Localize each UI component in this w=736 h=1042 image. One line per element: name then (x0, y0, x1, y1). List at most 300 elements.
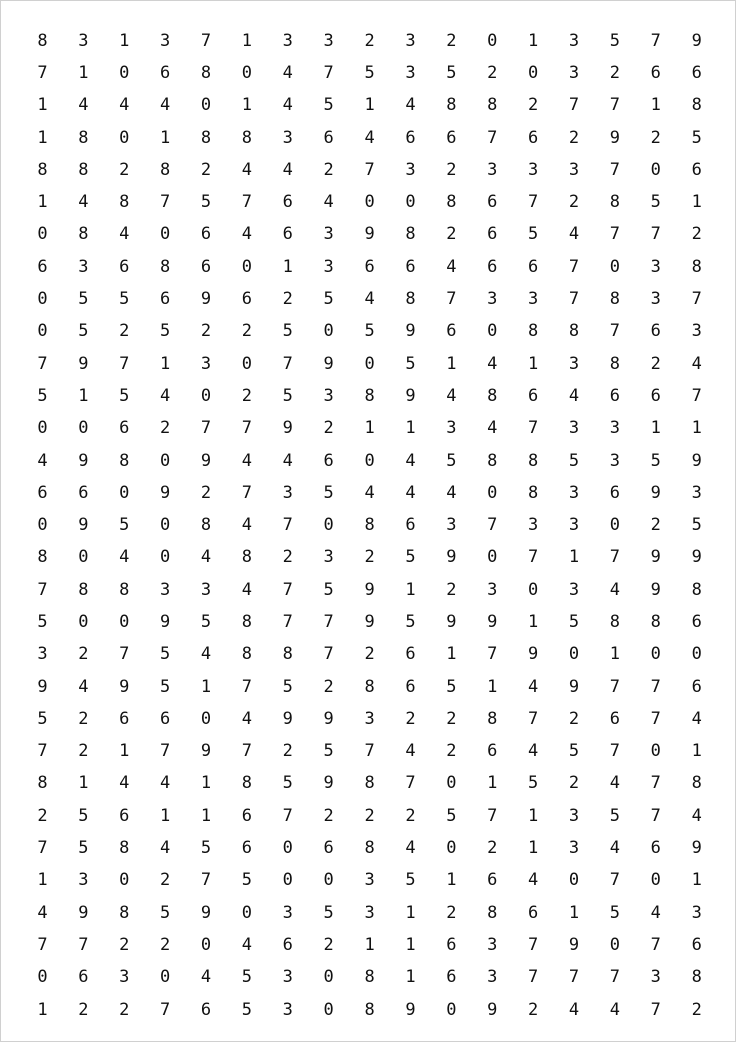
digit-cell: 7 (609, 224, 621, 245)
digit-cell: 7 (405, 773, 416, 794)
digit-cell: 1 (37, 999, 48, 1020)
grid-row (22, 380, 718, 412)
digit-cell: 4 (609, 999, 621, 1020)
digit-cell: 9 (650, 482, 661, 503)
digit-cell: 2 (78, 999, 89, 1020)
digit-cell: 1 (446, 870, 457, 891)
digit-cell: 4 (119, 547, 130, 568)
digit-cell: 6 (78, 967, 89, 988)
digit-cell: 0 (37, 515, 48, 536)
digit-cell: 1 (364, 95, 375, 116)
digit-cell: 7 (241, 741, 253, 762)
digit-cell: 3 (487, 967, 498, 988)
digit-cell: 9 (37, 676, 48, 697)
digit-cell: 1 (568, 902, 580, 923)
digit-cell: 7 (282, 515, 293, 536)
digit-cell: 4 (405, 450, 416, 471)
grid-row (22, 606, 718, 638)
digit-cell: 2 (323, 676, 334, 697)
digit-cell: 4 (78, 676, 89, 697)
digit-cell: 3 (364, 902, 375, 923)
digit-cell: 5 (568, 611, 580, 632)
grid-row (22, 477, 718, 509)
digit-cell: 7 (200, 30, 212, 51)
digit-cell: 4 (405, 95, 416, 116)
digit-cell: 7 (691, 385, 702, 406)
grid-row (22, 219, 718, 251)
digit-cell: 9 (78, 450, 89, 471)
digit-cell: 2 (282, 741, 293, 762)
digit-cell: 0 (200, 95, 212, 116)
digit-cell: 7 (691, 289, 702, 310)
digit-cell: 4 (568, 999, 580, 1020)
digit-cell: 7 (650, 773, 661, 794)
digit-cell: 0 (691, 644, 702, 665)
digit-cell: 2 (487, 838, 498, 859)
digit-cell: 8 (446, 192, 457, 213)
grid-row (22, 542, 718, 574)
digit-cell: 9 (200, 289, 212, 310)
grid-row (22, 413, 718, 445)
digit-cell: 8 (405, 289, 416, 310)
digit-cell: 7 (282, 579, 293, 600)
digit-cell: 2 (78, 741, 89, 762)
digit-cell: 9 (405, 385, 416, 406)
digit-cell: 9 (446, 547, 457, 568)
digit-cell: 4 (446, 482, 457, 503)
digit-cell: 2 (364, 644, 375, 665)
digit-cell: 9 (78, 902, 89, 923)
digit-cell: 5 (528, 773, 539, 794)
grid-row (22, 251, 718, 283)
digit-cell: 6 (691, 934, 702, 955)
digit-cell: 8 (405, 224, 416, 245)
digit-cell: 8 (241, 611, 253, 632)
digit-cell: 8 (364, 838, 375, 859)
digit-cell: 0 (323, 870, 334, 891)
digit-cell: 4 (282, 95, 293, 116)
grid-row (22, 122, 718, 154)
digit-cell: 4 (241, 224, 253, 245)
digit-cell: 1 (364, 418, 375, 439)
digit-cell: 9 (200, 902, 212, 923)
digit-cell: 3 (446, 515, 457, 536)
digit-cell: 4 (241, 159, 253, 180)
digit-cell: 7 (37, 353, 48, 374)
digit-cell: 8 (200, 62, 212, 83)
digit-cell: 0 (37, 289, 48, 310)
grid-row (22, 832, 718, 864)
digit-cell: 2 (446, 579, 457, 600)
digit-cell: 5 (405, 353, 416, 374)
digit-cell: 3 (282, 127, 293, 148)
digit-cell: 7 (568, 289, 580, 310)
digit-cell: 0 (119, 62, 130, 83)
digit-cell: 5 (37, 385, 48, 406)
digit-cell: 4 (568, 385, 580, 406)
digit-cell: 8 (528, 482, 539, 503)
digit-cell: 6 (159, 708, 171, 729)
digit-cell: 8 (528, 321, 539, 342)
digit-cell: 6 (200, 256, 212, 277)
digit-cell: 4 (364, 482, 375, 503)
digit-cell: 7 (37, 741, 48, 762)
digit-cell: 4 (282, 450, 293, 471)
digit-cell: 8 (159, 256, 171, 277)
grid-row (22, 509, 718, 541)
grid-row (22, 768, 718, 800)
digit-cell: 2 (159, 418, 171, 439)
digit-cell: 6 (609, 482, 621, 503)
digit-cell: 0 (119, 127, 130, 148)
digit-cell: 7 (487, 515, 498, 536)
digit-cell: 4 (446, 256, 457, 277)
digit-cell: 1 (487, 676, 498, 697)
digit-cell: 8 (78, 159, 89, 180)
digit-cell: 6 (200, 999, 212, 1020)
digit-cell: 1 (650, 418, 661, 439)
digit-cell: 9 (200, 741, 212, 762)
digit-cell: 9 (282, 708, 293, 729)
digit-cell: 5 (691, 515, 702, 536)
digit-cell: 6 (37, 256, 48, 277)
digit-cell: 2 (119, 321, 130, 342)
digit-cell: 5 (609, 805, 621, 826)
digit-cell: 5 (78, 289, 89, 310)
digit-cell: 4 (241, 450, 253, 471)
digit-cell: 7 (568, 95, 580, 116)
digit-cell: 1 (78, 773, 89, 794)
digit-cell: 7 (200, 418, 212, 439)
digit-cell: 7 (650, 999, 661, 1020)
digit-cell: 4 (323, 192, 334, 213)
grid-row (22, 994, 718, 1026)
digit-cell: 7 (119, 353, 130, 374)
digit-cell: 0 (487, 321, 498, 342)
digit-cell: 3 (650, 967, 661, 988)
grid-row (22, 154, 718, 186)
digit-cell: 2 (282, 547, 293, 568)
digit-cell: 2 (691, 999, 702, 1020)
digit-cell: 4 (487, 353, 498, 374)
digit-cell: 8 (241, 644, 253, 665)
digit-cell: 2 (282, 289, 293, 310)
grid-row (22, 348, 718, 380)
digit-cell: 4 (282, 62, 293, 83)
digit-cell: 4 (159, 385, 171, 406)
digit-cell: 3 (323, 385, 334, 406)
digit-cell: 4 (691, 805, 702, 826)
digit-cell: 0 (323, 515, 334, 536)
digit-cell: 0 (119, 870, 130, 891)
digit-cell: 8 (159, 159, 171, 180)
digit-cell: 4 (568, 224, 580, 245)
digit-cell: 5 (282, 676, 293, 697)
digit-cell: 5 (200, 611, 212, 632)
digit-cell: 9 (282, 418, 293, 439)
digit-cell: 1 (159, 127, 171, 148)
digit-cell: 6 (405, 256, 416, 277)
digit-cell: 2 (650, 515, 661, 536)
digit-cell: 0 (37, 418, 48, 439)
digit-cell: 4 (119, 95, 130, 116)
digit-cell: 5 (323, 482, 334, 503)
digit-cell: 5 (609, 902, 621, 923)
digit-cell: 0 (487, 547, 498, 568)
digit-cell: 4 (528, 870, 539, 891)
digit-cell: 1 (691, 870, 702, 891)
digit-cell: 8 (78, 127, 89, 148)
digit-cell: 7 (609, 321, 621, 342)
digit-cell: 2 (119, 159, 130, 180)
digit-cell: 7 (200, 870, 212, 891)
digit-cell: 5 (119, 385, 130, 406)
grid-row (22, 800, 718, 832)
digit-cell: 4 (37, 902, 48, 923)
digit-cell: 7 (241, 676, 253, 697)
digit-cell: 1 (200, 805, 212, 826)
digit-cell: 5 (159, 321, 171, 342)
digit-cell: 6 (446, 967, 457, 988)
digit-cell: 3 (78, 870, 89, 891)
digit-cell: 9 (159, 611, 171, 632)
digit-cell: 2 (487, 62, 498, 83)
digit-cell: 2 (446, 159, 457, 180)
digit-cell: 2 (119, 934, 130, 955)
digit-cell: 1 (78, 385, 89, 406)
grid-row (22, 929, 718, 961)
digit-cell: 9 (528, 644, 539, 665)
digit-cell: 3 (282, 902, 293, 923)
digit-cell: 5 (364, 321, 375, 342)
digit-cell: 6 (691, 611, 702, 632)
grid-row (22, 736, 718, 768)
digit-cell: 7 (568, 967, 580, 988)
digit-cell: 0 (528, 579, 539, 600)
digit-cell: 0 (487, 30, 498, 51)
digit-cell: 6 (528, 127, 539, 148)
digit-cell: 7 (528, 547, 539, 568)
digit-cell: 3 (568, 482, 580, 503)
digit-cell: 1 (119, 30, 130, 51)
digit-cell: 8 (119, 579, 130, 600)
digit-cell: 7 (37, 579, 48, 600)
digit-cell: 4 (609, 579, 621, 600)
digit-cell: 6 (282, 192, 293, 213)
digit-cell: 0 (159, 515, 171, 536)
digit-cell: 1 (609, 644, 621, 665)
digit-cell: 1 (405, 902, 416, 923)
digit-cell: 2 (446, 708, 457, 729)
digit-cell: 3 (691, 482, 702, 503)
grid-row (22, 283, 718, 315)
digit-cell: 5 (200, 192, 212, 213)
digit-cell: 0 (119, 482, 130, 503)
digit-cell: 4 (528, 741, 539, 762)
digit-cell: 3 (487, 159, 498, 180)
digit-cell: 1 (119, 741, 130, 762)
digit-cell: 8 (609, 289, 621, 310)
digit-cell: 1 (528, 353, 539, 374)
digit-cell: 3 (323, 256, 334, 277)
digit-cell: 0 (609, 256, 621, 277)
digit-cell: 7 (282, 611, 293, 632)
digit-cell: 6 (241, 838, 253, 859)
digit-cell: 4 (37, 450, 48, 471)
digit-cell: 2 (200, 159, 212, 180)
digit-cell: 3 (282, 999, 293, 1020)
digit-cell: 3 (528, 289, 539, 310)
digit-cell: 0 (323, 999, 334, 1020)
digit-cell: 9 (323, 708, 334, 729)
digit-cell: 7 (487, 127, 498, 148)
digit-cell: 1 (241, 95, 253, 116)
digit-cell: 8 (487, 708, 498, 729)
digit-cell: 8 (364, 967, 375, 988)
digit-cell: 2 (78, 708, 89, 729)
digit-cell: 2 (528, 95, 539, 116)
digit-cell: 0 (78, 611, 89, 632)
digit-cell: 2 (323, 159, 334, 180)
digit-cell: 0 (364, 192, 375, 213)
digit-cell: 0 (446, 773, 457, 794)
digit-cell: 6 (528, 385, 539, 406)
digit-cell: 7 (528, 418, 539, 439)
digit-cell: 9 (200, 450, 212, 471)
digit-cell: 5 (323, 741, 334, 762)
digit-cell: 5 (405, 547, 416, 568)
digit-cell: 1 (241, 30, 253, 51)
digit-cell: 4 (609, 773, 621, 794)
digit-cell: 8 (364, 385, 375, 406)
digit-cell: 7 (609, 159, 621, 180)
digit-cell: 7 (323, 62, 334, 83)
digit-cell: 6 (446, 127, 457, 148)
digit-cell: 4 (282, 159, 293, 180)
digit-cell: 9 (691, 450, 702, 471)
digit-cell: 0 (528, 62, 539, 83)
digit-cell: 9 (487, 999, 498, 1020)
digit-cell: 1 (405, 418, 416, 439)
digit-cell: 5 (528, 224, 539, 245)
digit-cell: 6 (364, 256, 375, 277)
digit-cell: 4 (78, 192, 89, 213)
digit-cell: 8 (528, 450, 539, 471)
digit-cell: 3 (609, 418, 621, 439)
digit-cell: 8 (200, 515, 212, 536)
digit-cell: 0 (568, 644, 580, 665)
digit-cell: 6 (691, 676, 702, 697)
digit-cell: 3 (528, 515, 539, 536)
digit-cell: 3 (282, 967, 293, 988)
digit-cell: 3 (405, 30, 416, 51)
digit-cell: 8 (241, 773, 253, 794)
digit-cell: 0 (78, 547, 89, 568)
digit-cell: 3 (568, 159, 580, 180)
digit-cell: 9 (691, 30, 702, 51)
digit-cell: 8 (609, 611, 621, 632)
grid-row (22, 671, 718, 703)
digit-cell: 6 (609, 385, 621, 406)
digit-cell: 8 (691, 95, 702, 116)
digit-cell: 0 (405, 192, 416, 213)
digit-cell: 0 (200, 934, 212, 955)
digit-cell: 3 (364, 870, 375, 891)
digit-cell: 7 (650, 224, 661, 245)
digit-cell: 4 (691, 708, 702, 729)
digit-cell: 6 (241, 805, 253, 826)
digit-cell: 5 (405, 870, 416, 891)
digit-cell: 8 (37, 159, 48, 180)
digit-cell: 0 (323, 967, 334, 988)
digit-cell: 5 (282, 385, 293, 406)
digit-cell: 1 (487, 773, 498, 794)
digit-cell: 4 (487, 418, 498, 439)
digit-cell: 2 (159, 870, 171, 891)
digit-cell: 1 (78, 62, 89, 83)
digit-cell: 5 (650, 192, 661, 213)
digit-cell: 0 (282, 870, 293, 891)
digit-cell: 7 (650, 708, 661, 729)
digit-cell: 4 (241, 579, 253, 600)
digit-cell: 0 (241, 62, 253, 83)
digit-cell: 8 (609, 353, 621, 374)
grid-row (22, 316, 718, 348)
digit-cell: 7 (241, 192, 253, 213)
grid-row (22, 703, 718, 735)
digit-cell: 8 (37, 30, 48, 51)
digit-cell: 0 (241, 902, 253, 923)
digit-cell: 2 (650, 127, 661, 148)
digit-cell: 7 (487, 805, 498, 826)
digit-cell: 4 (159, 838, 171, 859)
digit-cell: 2 (323, 418, 334, 439)
digit-cell: 4 (405, 838, 416, 859)
digit-cell: 7 (609, 967, 621, 988)
digit-cell: 3 (37, 644, 48, 665)
digit-cell: 7 (282, 805, 293, 826)
digit-cell: 8 (487, 902, 498, 923)
digit-cell: 6 (650, 321, 661, 342)
digit-cell: 7 (37, 62, 48, 83)
digit-cell: 8 (487, 450, 498, 471)
digit-cell: 6 (282, 934, 293, 955)
digit-cell: 6 (650, 385, 661, 406)
digit-cell: 6 (200, 224, 212, 245)
digit-cell: 8 (364, 773, 375, 794)
digit-cell: 0 (282, 838, 293, 859)
digit-cell: 5 (241, 870, 253, 891)
digit-cell: 7 (650, 30, 661, 51)
digit-cell: 7 (241, 418, 253, 439)
digit-cell: 6 (528, 256, 539, 277)
digit-cell: 6 (282, 224, 293, 245)
digit-cell: 7 (528, 967, 539, 988)
digit-cell: 9 (650, 579, 661, 600)
digit-cell: 6 (119, 256, 130, 277)
digit-cell: 0 (200, 385, 212, 406)
digit-cell: 0 (323, 321, 334, 342)
digit-cell: 4 (528, 676, 539, 697)
digit-cell: 1 (528, 30, 539, 51)
digit-cell: 0 (568, 870, 580, 891)
digit-cell: 2 (446, 741, 457, 762)
digit-cell: 2 (405, 805, 416, 826)
digit-cell: 6 (446, 321, 457, 342)
digit-cell: 6 (119, 418, 130, 439)
digit-cell: 2 (650, 353, 661, 374)
digit-cell: 4 (241, 708, 253, 729)
